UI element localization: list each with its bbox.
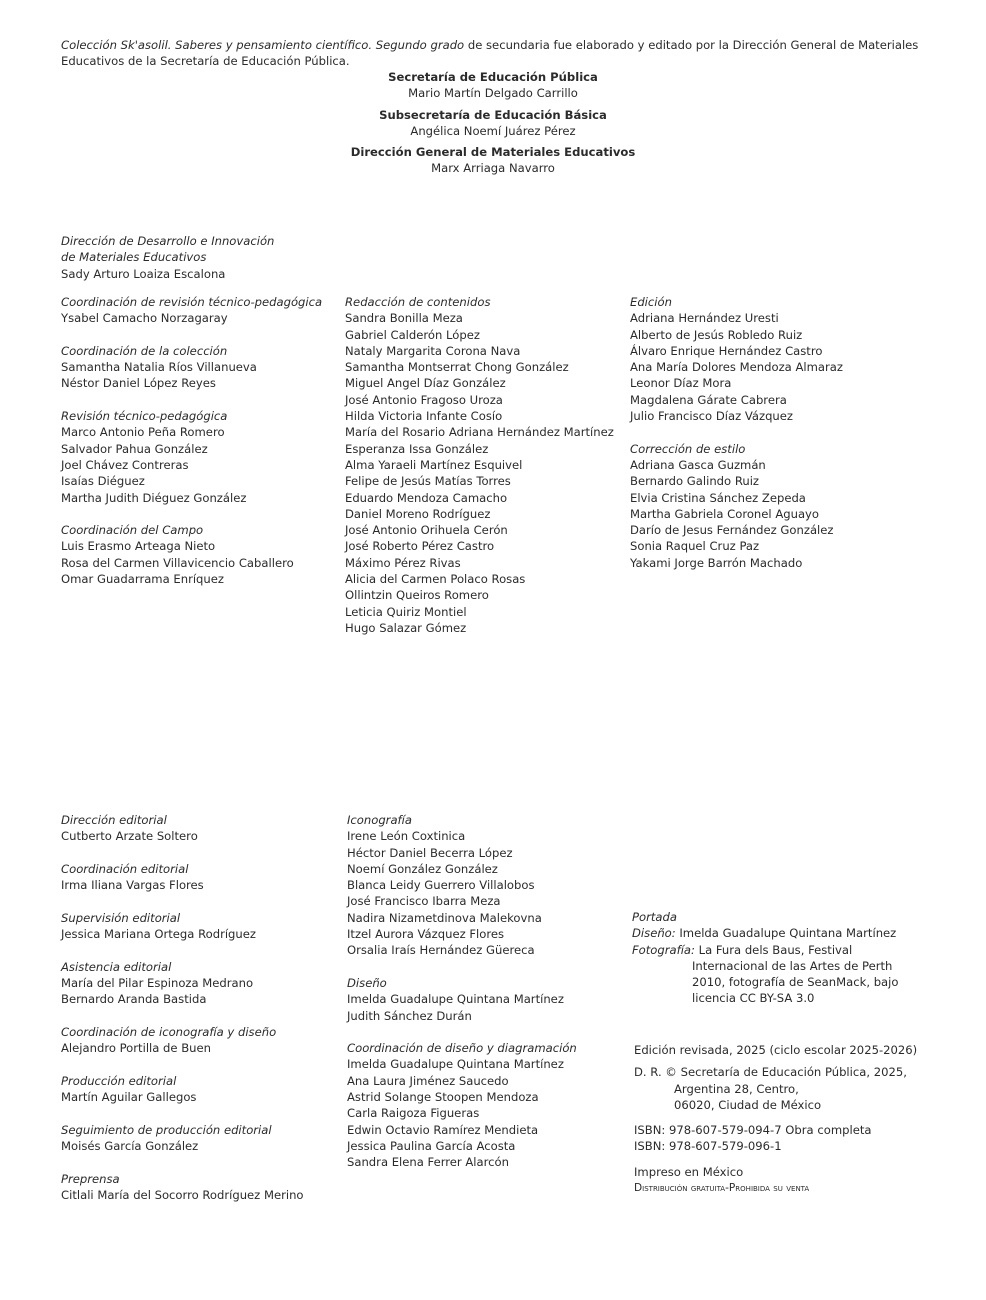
- credit-name: Máximo Pérez Rivas: [345, 555, 461, 570]
- authority-dgme: [0, 144, 986, 177]
- credit-name: Rosa del Carmen Villavicencio Caballero: [61, 555, 294, 570]
- credit-name: Cutberto Arzate Soltero: [61, 829, 198, 844]
- credit-name: María del Pilar Espinoza Medrano: [61, 975, 254, 990]
- credit-name: Sady Arturo Loaiza Escalona: [61, 266, 226, 281]
- credit-name: Carla Raigoza Figueras: [347, 1106, 480, 1121]
- credit-name: Samantha Montserrat Chong González: [345, 360, 569, 375]
- credit-name: Leticia Quiriz Montiel: [345, 604, 467, 619]
- bottom-credits-column-2: [347, 812, 577, 1171]
- credit-role: Portada: [632, 910, 677, 924]
- credit-role: Corrección de estilo: [630, 441, 746, 456]
- credit-name: Bernardo Aranda Bastida: [61, 992, 207, 1007]
- credit-role: Diseño: [347, 975, 387, 990]
- credit-name: Hugo Salazar Gómez: [345, 620, 467, 635]
- authority-sep: [0, 69, 986, 102]
- credit-name: Néstor Daniel López Reyes: [61, 376, 216, 391]
- credit-name: Felipe de Jesús Matías Torres: [345, 474, 511, 489]
- credit-role: Dirección de Desarrollo e Innovación: [61, 234, 275, 248]
- cover-design: [632, 925, 898, 941]
- cover-design-label: Diseño:: [632, 926, 676, 941]
- credit-role: Seguimiento de producción editorial: [61, 1122, 272, 1137]
- credit-role: de Materiales Educativos: [61, 250, 207, 265]
- intro-paragraph: [61, 37, 931, 70]
- credit-name: Miguel Angel Díaz González: [345, 376, 506, 391]
- credit-role: Coordinación del Campo: [61, 523, 204, 538]
- credit-role: Edición: [630, 295, 672, 309]
- credit-name: Irene León Coxtinica: [347, 829, 466, 844]
- credit-name: Darío de Jesus Fernández González: [630, 523, 834, 538]
- credit-role: Asistencia editorial: [61, 959, 172, 974]
- printed-in: Impreso en México: [634, 1164, 744, 1179]
- distribution-notice: Distribución gratuita-Prohibida su venta: [634, 1182, 810, 1195]
- credit-name: Nataly Margarita Corona Nava: [345, 343, 521, 358]
- credit-name: Ysabel Camacho Norzagaray: [61, 311, 228, 326]
- credit-name: José Roberto Pérez Castro: [345, 539, 495, 554]
- copyright-line: D. R. © Secretaría de Educación Pública, 2025,: [634, 1065, 907, 1080]
- authority-name: Mario Martín Delgado Carrillo: [408, 86, 578, 101]
- credit-name: Daniel Moreno Rodríguez: [345, 506, 491, 521]
- authority-title: Secretaría de Educación Pública: [388, 70, 598, 84]
- credit-name: Edwin Octavio Ramírez Mendieta: [347, 1122, 539, 1137]
- cover-credits: [632, 909, 898, 1007]
- credit-role: Revisión técnico-pedagógica: [61, 409, 228, 424]
- credit-name: Blanca Leidy Guerrero Villalobos: [347, 878, 535, 893]
- credit-name: Ollintzin Queiros Romero: [345, 588, 489, 603]
- credit-name: Esperanza Issa González: [345, 441, 489, 456]
- credit-name: Sonia Raquel Cruz Paz: [630, 539, 760, 554]
- credit-name: Yakami Jorge Barrón Machado: [630, 555, 803, 570]
- credit-name: Alberto de Jesús Robledo Ruiz: [630, 327, 803, 342]
- isbn-line: ISBN: 978-607-579-094-7 Obra completa: [634, 1123, 872, 1138]
- credit-name: José Antonio Fragoso Uroza: [345, 392, 503, 407]
- credit-role: Coordinación de revisión técnico-pedagógica: [61, 295, 323, 309]
- credit-name: Ana Laura Jiménez Saucedo: [347, 1073, 509, 1088]
- credit-name: Jessica Mariana Ortega Rodríguez: [61, 927, 256, 942]
- authorities: [0, 69, 986, 177]
- credit-role: Coordinación de iconografía y diseño: [61, 1024, 277, 1039]
- credit-role: Producción editorial: [61, 1073, 177, 1088]
- credit-name: Hilda Victoria Infante Cosío: [345, 409, 503, 424]
- cover-design-name: Imelda Guadalupe Quintana Martínez: [675, 926, 897, 941]
- credit-name: Adriana Gasca Guzmán: [630, 457, 766, 472]
- legal-info: [634, 1042, 917, 1196]
- credit-name: Gabriel Calderón López: [345, 327, 480, 342]
- credit-name: Elvia Cristina Sánchez Zepeda: [630, 490, 806, 505]
- cover-photo-line: La Fura dels Baus, Festival: [694, 942, 853, 957]
- cover-photo: [632, 942, 898, 958]
- authority-title: Subsecretaría de Educación Básica: [379, 107, 607, 122]
- credit-name: Noemí González González: [347, 861, 498, 876]
- credit-name: Samantha Natalia Ríos Villanueva: [61, 360, 257, 375]
- credit-name: Isaías Diéguez: [61, 474, 145, 489]
- credit-name: Alejandro Portilla de Buen: [61, 1041, 212, 1056]
- credit-name: Judith Sánchez Durán: [347, 1008, 472, 1023]
- intro-text: de secundaria fue elaborado y editado por la Dirección General de Materiales Educativos de la Secretaría de Educación Pública.: [61, 38, 919, 69]
- credit-name: Nadira Nizametdinova Malekovna: [347, 910, 542, 925]
- credits-column-3: [630, 294, 843, 571]
- credit-name: Bernardo Galindo Ruiz: [630, 474, 760, 489]
- credit-role: Coordinación de la colección: [61, 343, 228, 358]
- credit-name: Joel Chávez Contreras: [61, 457, 189, 472]
- credit-name: Imelda Guadalupe Quintana Martínez: [347, 1057, 564, 1072]
- credit-name: Ana María Dolores Mendoza Almaraz: [630, 360, 843, 375]
- credit-name: Orsalia Iraís Hernández Güereca: [347, 943, 535, 958]
- credit-name: Citlali María del Socorro Rodríguez Merino: [61, 1187, 304, 1202]
- credit-name: Luis Erasmo Arteaga Nieto: [61, 539, 216, 554]
- credit-role: Coordinación editorial: [61, 861, 189, 876]
- credit-role: Redacción de contenidos: [345, 295, 491, 309]
- credit-name: Martha Gabriela Coronel Aguayo: [630, 506, 820, 521]
- credit-name: Álvaro Enrique Hernández Castro: [630, 343, 823, 358]
- authority-seb: [0, 107, 986, 140]
- copyright-line: Argentina 28, Centro,: [674, 1081, 799, 1096]
- credit-name: Alicia del Carmen Polaco Rosas: [345, 572, 526, 587]
- isbn-line: ISBN: 978-607-579-096-1: [634, 1139, 782, 1154]
- credit-name: Sandra Elena Ferrer Alarcón: [347, 1155, 509, 1170]
- authority-name: Angélica Noemí Juárez Pérez: [410, 123, 576, 138]
- credit-name: Sandra Bonilla Meza: [345, 311, 463, 326]
- credit-name: Alma Yaraeli Martínez Esquivel: [345, 457, 523, 472]
- credit-name: Leonor Díaz Mora: [630, 376, 732, 391]
- credit-name: Omar Guadarrama Enríquez: [61, 572, 224, 587]
- intro-collection-title: Colección Sk'asolil. Saberes y pensamiento científico. Segundo grado: [61, 38, 465, 52]
- credit-name: Marco Antonio Peña Romero: [61, 425, 225, 440]
- credit-name: María del Rosario Adriana Hernández Martínez: [345, 425, 614, 440]
- copyright-line: 06020, Ciudad de México: [674, 1097, 822, 1112]
- credit-name: José Antonio Orihuela Cerón: [345, 523, 508, 538]
- credit-name: Adriana Hernández Uresti: [630, 311, 779, 326]
- bottom-credits-column-1: [61, 812, 304, 1203]
- credit-name: Martín Aguilar Gallegos: [61, 1090, 197, 1105]
- cover-photo-line: Internacional de las Artes de Perth: [692, 958, 893, 973]
- credit-name: Itzel Aurora Vázquez Flores: [347, 927, 505, 942]
- credit-name: Imelda Guadalupe Quintana Martínez: [347, 992, 564, 1007]
- credit-direccion-desarrollo: [61, 233, 274, 282]
- credit-name: Julio Francisco Díaz Vázquez: [630, 409, 793, 424]
- credit-name: Irma Iliana Vargas Flores: [61, 878, 204, 893]
- credit-role: Dirección editorial: [61, 813, 167, 827]
- credit-name: Jessica Paulina García Acosta: [347, 1138, 516, 1153]
- credits-column-1: [61, 294, 322, 587]
- credit-role: Coordinación de diseño y diagramación: [347, 1041, 577, 1056]
- credit-name: Martha Judith Diéguez González: [61, 490, 247, 505]
- credit-name: Salvador Pahua González: [61, 441, 208, 456]
- credit-role: Preprensa: [61, 1171, 120, 1186]
- credit-role: Supervisión editorial: [61, 910, 181, 925]
- authority-name: Marx Arriaga Navarro: [431, 161, 555, 176]
- credit-name: Magdalena Gárate Cabrera: [630, 392, 787, 407]
- cover-photo-line: licencia CC BY-SA 3.0: [692, 991, 815, 1006]
- cover-photo-line: 2010, fotografía de SeanMack, bajo: [692, 975, 899, 990]
- credits-column-2: [345, 294, 614, 636]
- credit-name: José Francisco Ibarra Meza: [347, 894, 501, 909]
- authority-title: Dirección General de Materiales Educativos: [350, 145, 636, 160]
- credit-name: Eduardo Mendoza Camacho: [345, 490, 508, 505]
- cover-photo-label: Fotografía:: [632, 942, 695, 957]
- credit-name: Astrid Solange Stoopen Mendoza: [347, 1090, 539, 1105]
- edition-text: Edición revisada, 2025 (ciclo escolar 2025-2026): [634, 1043, 918, 1057]
- credit-role: Iconografía: [347, 813, 412, 827]
- credit-name: Moisés García González: [61, 1138, 199, 1153]
- credit-name: Héctor Daniel Becerra López: [347, 845, 513, 860]
